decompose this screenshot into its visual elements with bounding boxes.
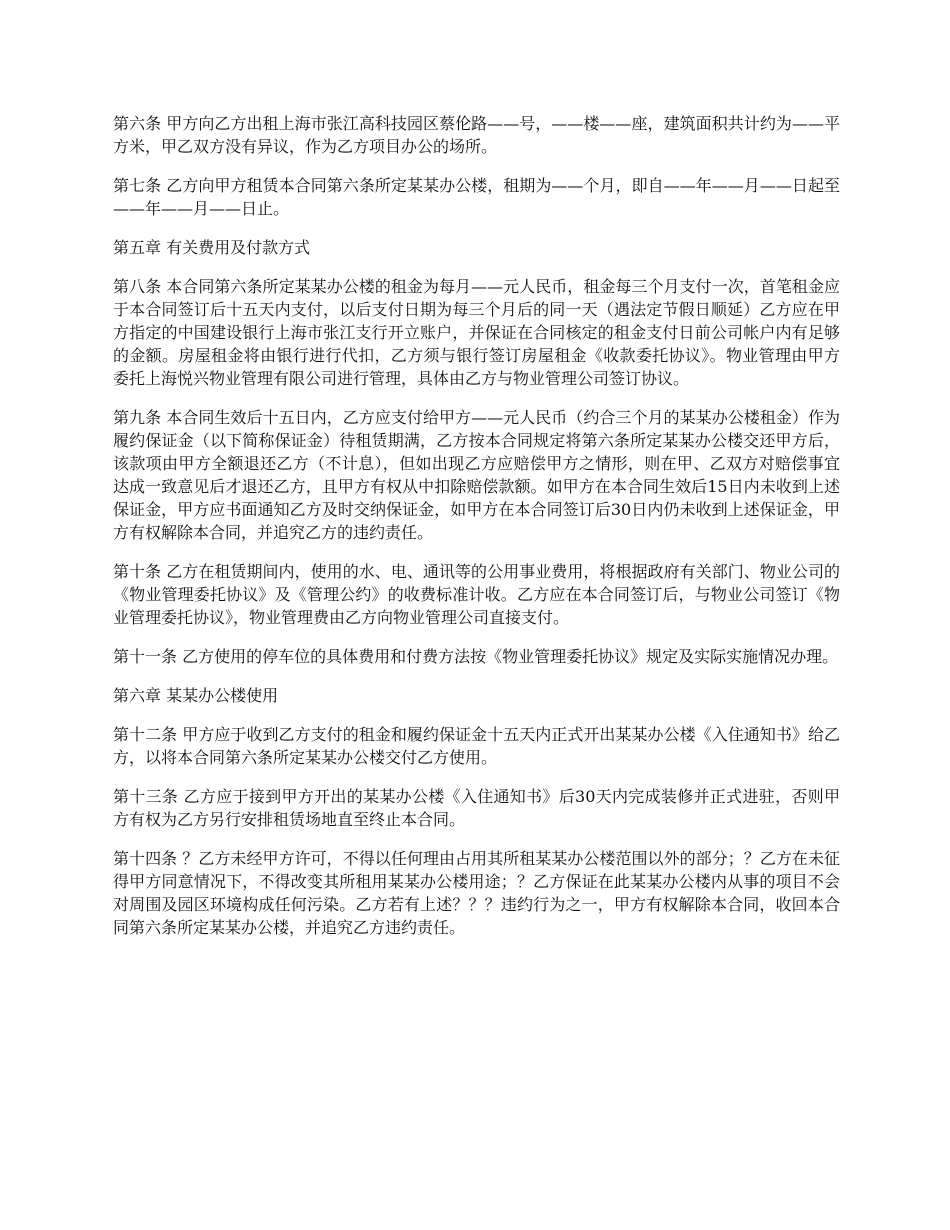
clause-14: 第十四条 ？乙方未经甲方许可，不得以任何理由占用其所租某某办公楼范围以外的部分；？乙方在未征得甲方同意情况下，不得改变其所租用某某办公楼用途；？乙方保证在此某某办公楼内从事的项目不会对周围及园区环境构成任何污染。乙方若有上述？？？违约行为之一，甲方有权解除本合同，收回本合同第六条所定某某办公楼，并追究乙方违约责任。 — [113, 849, 840, 937]
document-body — [113, 112, 840, 955]
clause-7: 第七条 乙方向甲方租赁本合同第六条所定某某办公楼，租期为——个月，即自——年——月——日起至——年——月——日止。 — [113, 176, 840, 218]
chapter-5-heading: 第五章 有关费用及付款方式 — [113, 238, 311, 257]
clause-8: 第八条 本合同第六条所定某某办公楼的租金为每月——元人民币，租金每三个月支付一次，首笔租金应于本合同签订后十五天内支付，以后支付日期为每三个月后的同一天（遇法定节假日顺延）乙方应在甲方指定的中国建设银行上海市张江支行开立账户，并保证在合同核定的租金支付日前公司帐户内有足够的金额。房屋租金将由银行进行代扣，乙方须与银行签订房屋租金《收款委托协议》。物业管理由甲方委托上海悦兴物业管理有限公司进行管理，具体由乙方与物业管理公司签订协议。 — [113, 277, 840, 388]
clause-6: 第六条 甲方向乙方出租上海市张江高科技园区蔡伦路——号，——楼——座，建筑面积共计约为——平方米，甲乙双方没有异议，作为乙方项目办公的场所。 — [113, 114, 840, 156]
chapter-6-heading: 第六章 某某办公楼使用 — [113, 686, 279, 705]
clause-11: 第十一条 乙方使用的停车位的具体费用和付费方法按《物业管理委托协议》规定及实际实施情况办理。 — [113, 647, 839, 666]
clause-9: 第九条 本合同生效后十五日内，乙方应支付给甲方——元人民币（约合三个月的某某办公楼租金）作为履约保证金（以下简称保证金）待租赁期满，乙方按本合同规定将第六条所定某某办公楼交还甲方后，该款项由甲方全额退还乙方（不计息），但如出现乙方应赔偿甲方之情形，则在甲、乙双方对赔偿事宜达成一致意见后才退还乙方，且甲方有权从中扣除赔偿款额。如甲方在本合同生效后15日内未收到上述保证金，甲方应书面通知乙方及时交纳保证金，如甲方在本合同签订后30日内仍未收到上述保证金，甲方有权解除本合同，并追究乙方的违约责任。 — [113, 408, 840, 542]
clause-12: 第十二条 甲方应于收到乙方支付的租金和履约保证金十五天内正式开出某某办公楼《入住通知书》给乙方，以将本合同第六条所定某某办公楼交付乙方使用。 — [113, 725, 840, 767]
clause-13: 第十三条 乙方应于接到甲方开出的某某办公楼《入住通知书》后30天内完成装修并正式进驻，否则甲方有权为乙方另行安排租赁场地直至终止本合同。 — [113, 787, 840, 829]
clause-10: 第十条 乙方在租赁期间内，使用的水、电、通讯等的公用事业费用，将根据政府有关部门、物业公司的《物业管理委托协议》及《管理公约》的收费标准计收。乙方应在本合同签订后，与物业公司签订《物业管理委托协议》，物业管理费由乙方向物业管理公司直接支付。 — [113, 562, 840, 627]
